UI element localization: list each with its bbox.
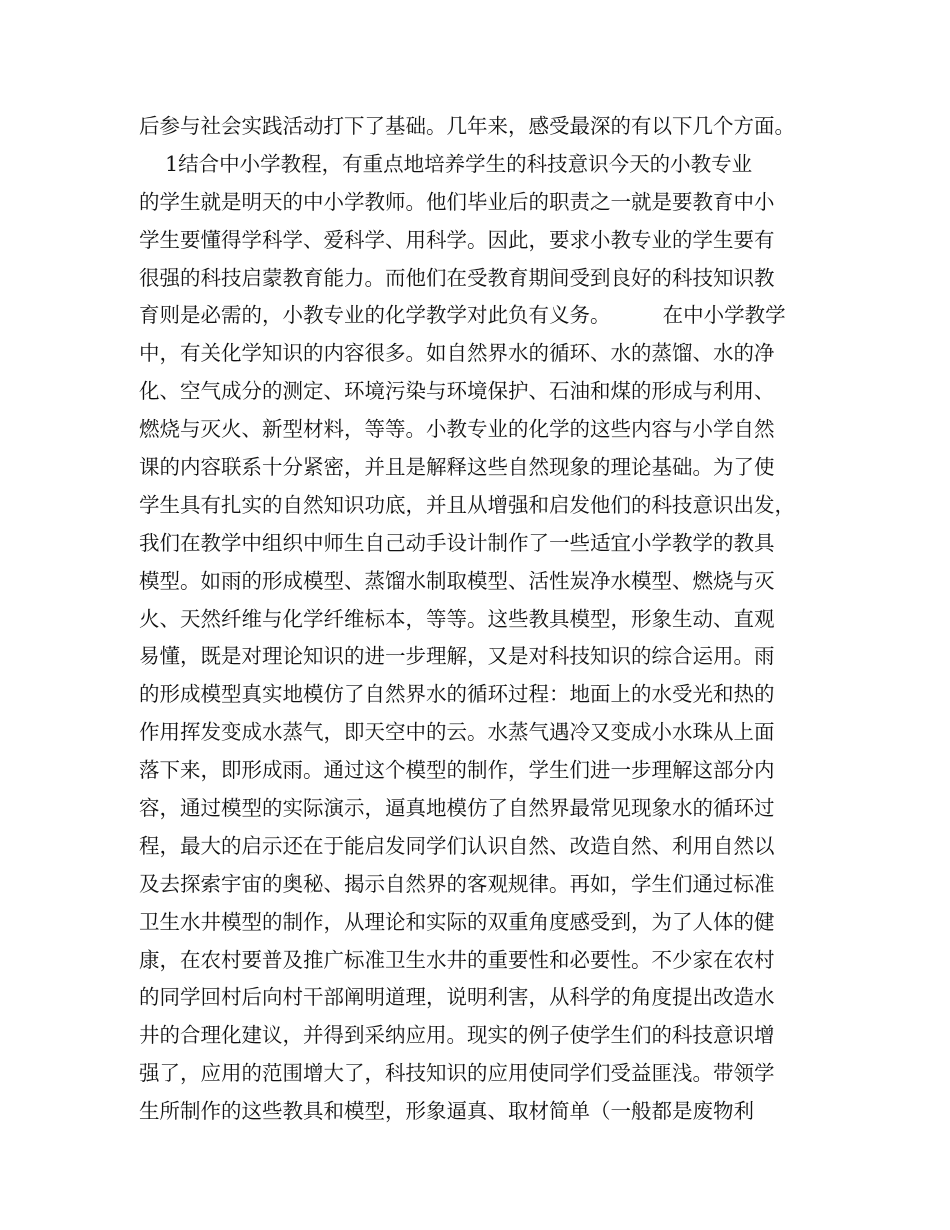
text-line: 的同学回村后向村干部阐明道理，说明利害，从科学的角度提出改造水 (139, 985, 775, 1010)
body-text (139, 108, 829, 1131)
text-line: 学生要懂得学科学、爱科学、用科学。因此，要求小教专业的学生要有 (139, 227, 775, 252)
text-line: 易懂，既是对理论知识的进一步理解，又是对科技知识的综合运用。雨 (139, 644, 775, 669)
text-line: 卫生水井模型的制作，从理论和实际的双重角度感受到，为了人体的健 (139, 909, 775, 934)
text-line: 的学生就是明天的中小学教师。他们毕业后的职责之一就是要教育中小 (139, 189, 775, 214)
text-line: 育则是必需的，小教专业的化学教学对此负有义务。 在中小学教学 (139, 303, 786, 328)
text-line: 学生具有扎实的自然知识功底，并且从增强和启发他们的科技意识出发， (139, 492, 795, 517)
text-line: 强了，应用的范围增大了，科技知识的应用使同学们受益匪浅。带领学 (139, 1061, 775, 1086)
text-line: 燃烧与灭火、新型材料，等等。小教专业的化学的这些内容与小学自然 (139, 417, 775, 442)
text-line: 容，通过模型的实际演示，逼真地模仿了自然界最常见现象水的循环过 (139, 796, 775, 821)
text-line: 康，在农村要普及推广标准卫生水井的重要性和必要性。不少家在农村 (139, 947, 775, 972)
text-line: 火、天然纤维与化学纤维标本，等等。这些教具模型，形象生动、直观 (139, 606, 775, 631)
text-line: 很强的科技启蒙教育能力。而他们在受教育期间受到良好的科技知识教 (139, 265, 775, 290)
text-line: 程，最大的启示还在于能启发同学们认识自然、改造自然、利用自然以 (139, 833, 775, 858)
text-line: 中，有关化学知识的内容很多。如自然界水的循环、水的蒸馏、水的净 (139, 341, 775, 366)
text-line: 作用挥发变成水蒸气，即天空中的云。水蒸气遇冷又变成小水珠从上面 (139, 720, 775, 745)
text-line: 生所制作的这些教具和模型，形象逼真、取材简单（一般都是废物利 (139, 1099, 754, 1124)
text-line: 的形成模型真实地模仿了自然界水的循环过程：地面上的水受光和热的 (139, 682, 775, 707)
text-line: 模型。如雨的形成模型、蒸馏水制取模型、活性炭净水模型、燃烧与灭 (139, 568, 775, 593)
text-line: 及去探索宇宙的奥秘、揭示自然界的客观规律。再如，学生们通过标准 (139, 871, 775, 896)
text-line: 落下来，即形成雨。通过这个模型的制作，学生们进一步理解这部分内 (139, 758, 775, 783)
text-line: 化、空气成分的测定、环境污染与环境保护、石油和煤的形成与利用、 (139, 379, 775, 404)
text-line: 课的内容联系十分紧密，并且是解释这些自然现象的理论基础。为了使 (139, 455, 775, 480)
text-line: 井的合理化建议，并得到采纳应用。现实的例子使学生们的科技意识增 (139, 1023, 775, 1048)
text-line: 我们在教学中组织中师生自己动手设计制作了一些适宜小学教学的教具 (139, 530, 775, 555)
text-line: 后参与社会实践活动打下了基础。几年来，感受最深的有以下几个方面。 (139, 114, 795, 138)
text-line: 1结合中小学教程，有重点地培养学生的科技意识今天的小教专业 (139, 151, 753, 176)
